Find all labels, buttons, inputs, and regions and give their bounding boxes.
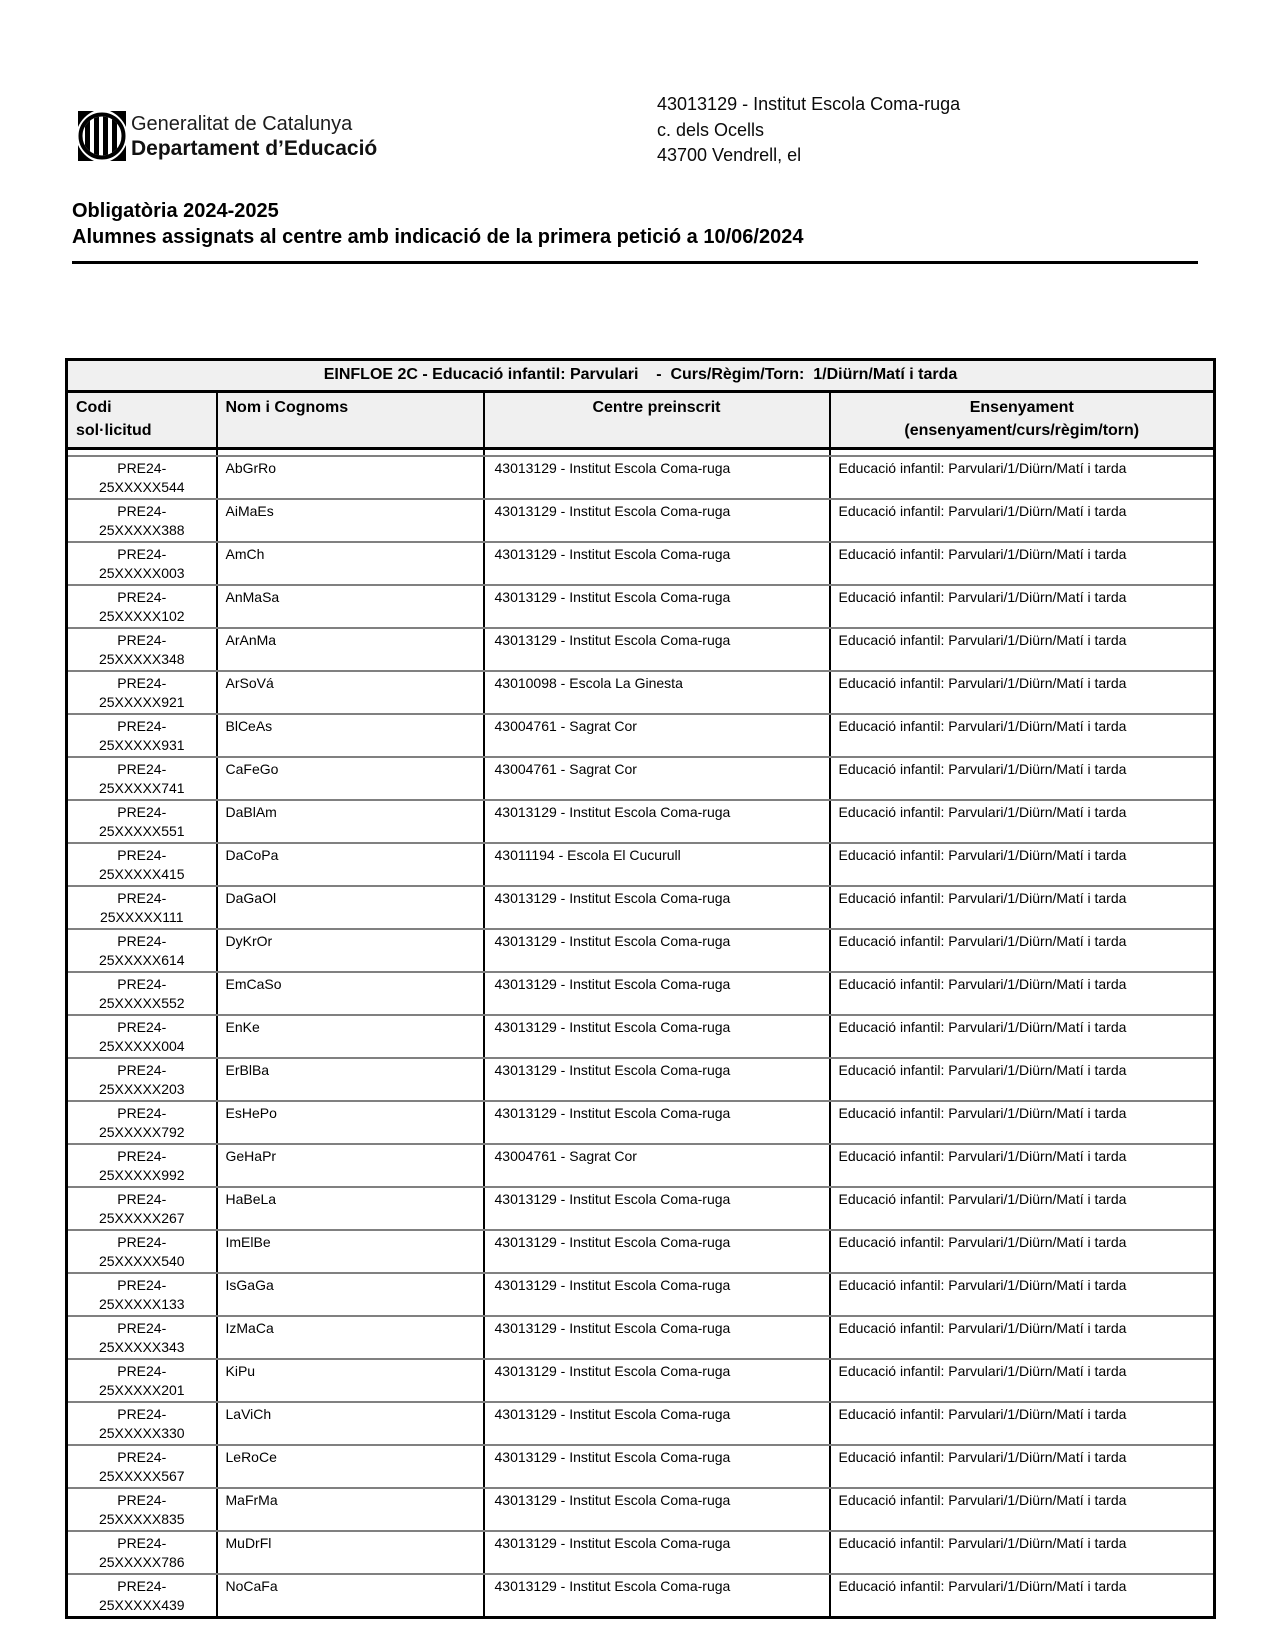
codi-cell: [67, 1488, 217, 1531]
codi-line1: PRE24-: [117, 804, 167, 820]
centre-cell: 43013129 - Institut Escola Coma-ruga: [484, 628, 830, 671]
header-gap-row: [67, 449, 1215, 457]
codi-line1: PRE24-: [117, 1019, 167, 1035]
codi-cell: [67, 1531, 217, 1574]
codi-cell: [67, 456, 217, 499]
centre-cell: 43013129 - Institut Escola Coma-ruga: [484, 542, 830, 585]
codi-cell: [67, 1015, 217, 1058]
table-row: [67, 671, 1215, 714]
centre-cell: 43013129 - Institut Escola Coma-ruga: [484, 1316, 830, 1359]
nom-cell: LaViCh: [217, 1402, 484, 1445]
title-underline: [72, 261, 1198, 264]
codi-cell: [67, 1402, 217, 1445]
codi-line2: 25XXXXX343: [98, 1339, 185, 1355]
codi-line1: PRE24-: [117, 933, 167, 949]
nom-cell: AiMaEs: [217, 499, 484, 542]
codi-line1: PRE24-: [117, 1191, 167, 1207]
codi-line2: 25XXXXX201: [98, 1382, 185, 1398]
table-row: [67, 972, 1215, 1015]
centre-cell: 43013129 - Institut Escola Coma-ruga: [484, 1445, 830, 1488]
generalitat-logo-icon: [77, 110, 127, 162]
centre-cell: 43013129 - Institut Escola Coma-ruga: [484, 1273, 830, 1316]
table-row: [67, 1531, 1215, 1574]
table-row: [67, 499, 1215, 542]
codi-line2: 25XXXXX330: [98, 1425, 185, 1441]
ensenyament-cell: Educació infantil: Parvulari/1/Diürn/Matí i tarda: [830, 1101, 1215, 1144]
column-header-codi: Codi sol·licitud: [67, 392, 217, 449]
codi-cell: [67, 972, 217, 1015]
codi-line2: 25XXXXX551: [98, 823, 185, 839]
nom-cell: DaCoPa: [217, 843, 484, 886]
table-row: [67, 542, 1215, 585]
centre-cell: 43013129 - Institut Escola Coma-ruga: [484, 1015, 830, 1058]
codi-cell: [67, 542, 217, 585]
centre-cell: 43011194 - Escola El Cucurull: [484, 843, 830, 886]
nom-cell: ArSoVá: [217, 671, 484, 714]
centre-cell: 43004761 - Sagrat Cor: [484, 714, 830, 757]
ensenyament-cell: Educació infantil: Parvulari/1/Diürn/Matí i tarda: [830, 1445, 1215, 1488]
codi-cell: [67, 714, 217, 757]
group-header-row: [67, 360, 1215, 392]
codi-line1: PRE24-: [117, 1578, 167, 1594]
codi-line1: PRE24-: [117, 718, 167, 734]
table-row: [67, 456, 1215, 499]
ensenyament-cell: Educació infantil: Parvulari/1/Diürn/Matí i tarda: [830, 1574, 1215, 1618]
centre-cell: 43013129 - Institut Escola Coma-ruga: [484, 1359, 830, 1402]
nom-cell: ErBlBa: [217, 1058, 484, 1101]
nom-cell: ArAnMa: [217, 628, 484, 671]
codi-cell: [67, 929, 217, 972]
codi-line2: 25XXXXX614: [98, 952, 185, 968]
ensenyament-cell: Educació infantil: Parvulari/1/Diürn/Matí i tarda: [830, 1402, 1215, 1445]
codi-line1: PRE24-: [117, 1363, 167, 1379]
codi-line2: 25XXXXX439: [98, 1597, 185, 1613]
codi-line2: 25XXXXX111: [99, 909, 184, 925]
ensenyament-cell: Educació infantil: Parvulari/1/Diürn/Matí i tarda: [830, 671, 1215, 714]
centre-cell: 43013129 - Institut Escola Coma-ruga: [484, 929, 830, 972]
ensenyament-cell: Educació infantil: Parvulari/1/Diürn/Matí i tarda: [830, 1058, 1215, 1101]
nom-cell: IzMaCa: [217, 1316, 484, 1359]
ensenyament-cell: Educació infantil: Parvulari/1/Diürn/Matí i tarda: [830, 1144, 1215, 1187]
codi-cell: [67, 499, 217, 542]
codi-line2: 25XXXXX102: [98, 608, 185, 624]
codi-line1: PRE24-: [117, 1535, 167, 1551]
centre-cell: 43013129 - Institut Escola Coma-ruga: [484, 1187, 830, 1230]
table-row: [67, 1230, 1215, 1273]
org-name: Generalitat de Catalunya: [131, 113, 353, 135]
centre-cell: 43013129 - Institut Escola Coma-ruga: [484, 972, 830, 1015]
table-row: [67, 757, 1215, 800]
nom-cell: MaFrMa: [217, 1488, 484, 1531]
codi-cell: [67, 1359, 217, 1402]
codi-line2: 25XXXXX348: [98, 651, 185, 667]
nom-cell: AnMaSa: [217, 585, 484, 628]
ensenyament-cell: Educació infantil: Parvulari/1/Diürn/Matí i tarda: [830, 1359, 1215, 1402]
centre-cell: 43004761 - Sagrat Cor: [484, 1144, 830, 1187]
doc-title-line1: Obligatòria 2024-2025: [72, 200, 279, 222]
codi-cell: [67, 1101, 217, 1144]
codi-line1: PRE24-: [117, 1148, 167, 1164]
codi-line2: 25XXXXX415: [98, 866, 185, 882]
codi-line1: PRE24-: [117, 1320, 167, 1336]
table-row: [67, 1273, 1215, 1316]
codi-cell: [67, 1144, 217, 1187]
table-row: [67, 1359, 1215, 1402]
codi-line1: PRE24-: [117, 890, 167, 906]
ensenyament-cell: Educació infantil: Parvulari/1/Diürn/Matí i tarda: [830, 843, 1215, 886]
codi-line1: PRE24-: [117, 1449, 167, 1465]
table-row: [67, 585, 1215, 628]
centre-cell: 43010098 - Escola La Ginesta: [484, 671, 830, 714]
ensenyament-cell: Educació infantil: Parvulari/1/Diürn/Matí i tarda: [830, 800, 1215, 843]
column-header-nom: Nom i Cognoms: [217, 392, 484, 449]
codi-cell: [67, 1574, 217, 1618]
table-row: [67, 929, 1215, 972]
ensenyament-cell: Educació infantil: Parvulari/1/Diürn/Matí i tarda: [830, 585, 1215, 628]
table-row: [67, 886, 1215, 929]
codi-cell: [67, 886, 217, 929]
codi-line2: 25XXXXX921: [98, 694, 185, 710]
ensenyament-cell: Educació infantil: Parvulari/1/Diürn/Matí i tarda: [830, 499, 1215, 542]
codi-line2: 25XXXXX133: [98, 1296, 185, 1312]
table-row: [67, 1488, 1215, 1531]
codi-cell: [67, 585, 217, 628]
codi-line2: 25XXXXX004: [98, 1038, 185, 1054]
nom-cell: AbGrRo: [217, 456, 484, 499]
codi-line2: 25XXXXX388: [98, 522, 185, 538]
doc-title-block: [72, 198, 803, 250]
centre-cell: 43013129 - Institut Escola Coma-ruga: [484, 800, 830, 843]
codi-cell: [67, 757, 217, 800]
codi-line2: 25XXXXX786: [98, 1554, 185, 1570]
centre-cell: 43013129 - Institut Escola Coma-ruga: [484, 1101, 830, 1144]
codi-line2: 25XXXXX931: [98, 737, 185, 753]
codi-line1: PRE24-: [117, 1105, 167, 1121]
column-header-ensenyament: Ensenyament (ensenyament/curs/règim/torn): [830, 392, 1215, 449]
codi-line1: PRE24-: [117, 1406, 167, 1422]
table-row: [67, 800, 1215, 843]
nom-cell: GeHaPr: [217, 1144, 484, 1187]
centre-cell: 43013129 - Institut Escola Coma-ruga: [484, 1230, 830, 1273]
school-street: c. dels Ocells: [657, 119, 765, 140]
codi-line2: 25XXXXX544: [98, 479, 185, 495]
table-row: [67, 1402, 1215, 1445]
table-row: [67, 628, 1215, 671]
centre-cell: 43013129 - Institut Escola Coma-ruga: [484, 456, 830, 499]
ensenyament-cell: Educació infantil: Parvulari/1/Diürn/Matí i tarda: [830, 1273, 1215, 1316]
codi-line1: PRE24-: [117, 589, 167, 605]
table-row: [67, 1316, 1215, 1359]
table-row: [67, 843, 1215, 886]
nom-cell: LeRoCe: [217, 1445, 484, 1488]
table-body: [67, 456, 1215, 1618]
nom-cell: HaBeLa: [217, 1187, 484, 1230]
nom-cell: AmCh: [217, 542, 484, 585]
nom-cell: IsGaGa: [217, 1273, 484, 1316]
codi-cell: [67, 1316, 217, 1359]
ensenyament-cell: Educació infantil: Parvulari/1/Diürn/Matí i tarda: [830, 1488, 1215, 1531]
centre-cell: 43013129 - Institut Escola Coma-ruga: [484, 499, 830, 542]
codi-line2: 25XXXXX835: [98, 1511, 185, 1527]
codi-line1: PRE24-: [117, 675, 167, 691]
codi-line2: 25XXXXX792: [98, 1124, 185, 1140]
centre-cell: 43013129 - Institut Escola Coma-ruga: [484, 886, 830, 929]
nom-cell: BlCeAs: [217, 714, 484, 757]
nom-cell: EnKe: [217, 1015, 484, 1058]
codi-line1: PRE24-: [117, 1234, 167, 1250]
table-row: [67, 1058, 1215, 1101]
nom-cell: ImElBe: [217, 1230, 484, 1273]
codi-cell: [67, 1273, 217, 1316]
ensenyament-cell: Educació infantil: Parvulari/1/Diürn/Matí i tarda: [830, 972, 1215, 1015]
codi-line1: PRE24-: [117, 546, 167, 562]
ensenyament-cell: Educació infantil: Parvulari/1/Diürn/Matí i tarda: [830, 929, 1215, 972]
codi-line1: PRE24-: [117, 1277, 167, 1293]
centre-cell: 43013129 - Institut Escola Coma-ruga: [484, 1488, 830, 1531]
codi-cell: [67, 671, 217, 714]
centre-cell: 43013129 - Institut Escola Coma-ruga: [484, 1531, 830, 1574]
codi-line2: 25XXXXX003: [98, 565, 185, 581]
ensenyament-cell: Educació infantil: Parvulari/1/Diürn/Matí i tarda: [830, 456, 1215, 499]
nom-cell: EsHePo: [217, 1101, 484, 1144]
school-code-name: 43013129 - Institut Escola Coma-ruga: [657, 94, 961, 114]
codi-line2: 25XXXXX203: [98, 1081, 185, 1097]
codi-line2: 25XXXXX267: [98, 1210, 185, 1226]
table-row: [67, 1445, 1215, 1488]
table-row: [67, 1144, 1215, 1187]
nom-cell: CaFeGo: [217, 757, 484, 800]
school-address-block: [657, 92, 960, 169]
codi-line1: PRE24-: [117, 460, 167, 476]
assignments-table: [65, 358, 1216, 1619]
org-block: [131, 112, 377, 161]
ensenyament-cell: Educació infantil: Parvulari/1/Diürn/Matí i tarda: [830, 1316, 1215, 1359]
table-row: [67, 1187, 1215, 1230]
codi-cell: [67, 1445, 217, 1488]
codi-cell: [67, 843, 217, 886]
codi-line1: PRE24-: [117, 761, 167, 777]
centre-cell: 43013129 - Institut Escola Coma-ruga: [484, 585, 830, 628]
codi-line2: 25XXXXX741: [98, 780, 185, 796]
codi-line1: PRE24-: [117, 847, 167, 863]
codi-line1: PRE24-: [117, 976, 167, 992]
table-row: [67, 1101, 1215, 1144]
codi-cell: [67, 800, 217, 843]
nom-cell: DyKrOr: [217, 929, 484, 972]
codi-cell: [67, 628, 217, 671]
centre-cell: 43013129 - Institut Escola Coma-ruga: [484, 1574, 830, 1618]
nom-cell: KiPu: [217, 1359, 484, 1402]
codi-line2: 25XXXXX992: [98, 1167, 185, 1183]
centre-cell: 43013129 - Institut Escola Coma-ruga: [484, 1058, 830, 1101]
centre-cell: 43013129 - Institut Escola Coma-ruga: [484, 1402, 830, 1445]
table-row: [67, 1015, 1215, 1058]
ensenyament-cell: Educació infantil: Parvulari/1/Diürn/Matí i tarda: [830, 1015, 1215, 1058]
codi-cell: [67, 1058, 217, 1101]
nom-cell: MuDrFl: [217, 1531, 484, 1574]
ensenyament-cell: Educació infantil: Parvulari/1/Diürn/Matí i tarda: [830, 714, 1215, 757]
department-name: Departament d’Educació: [131, 137, 378, 160]
codi-line1: PRE24-: [117, 503, 167, 519]
table-row: [67, 1574, 1215, 1618]
codi-cell: [67, 1187, 217, 1230]
nom-cell: DaGaOl: [217, 886, 484, 929]
ensenyament-cell: Educació infantil: Parvulari/1/Diürn/Matí i tarda: [830, 757, 1215, 800]
nom-cell: DaBlAm: [217, 800, 484, 843]
ensenyament-cell: Educació infantil: Parvulari/1/Diürn/Matí i tarda: [830, 886, 1215, 929]
codi-line2: 25XXXXX540: [98, 1253, 185, 1269]
ensenyament-cell: Educació infantil: Parvulari/1/Diürn/Matí i tarda: [830, 1187, 1215, 1230]
nom-cell: NoCaFa: [217, 1574, 484, 1618]
codi-line1: PRE24-: [117, 1492, 167, 1508]
codi-line1: PRE24-: [117, 1062, 167, 1078]
nom-cell: EmCaSo: [217, 972, 484, 1015]
ensenyament-cell: Educació infantil: Parvulari/1/Diürn/Matí i tarda: [830, 1230, 1215, 1273]
codi-line2: 25XXXXX567: [98, 1468, 185, 1484]
doc-title-line2: Alumnes assignats al centre amb indicació de la primera petició a 10/06/2024: [72, 226, 804, 248]
school-city: 43700 Vendrell, el: [657, 145, 802, 165]
ensenyament-cell: Educació infantil: Parvulari/1/Diürn/Matí i tarda: [830, 1531, 1215, 1574]
group-header: EINFLOE 2C - Educació infantil: Parvulari - Curs/Règim/Torn: 1/Diürn/Matí i tarda: [67, 360, 1215, 392]
codi-cell: [67, 1230, 217, 1273]
codi-line1: PRE24-: [117, 632, 167, 648]
column-header-row: [67, 392, 1215, 449]
ensenyament-cell: Educació infantil: Parvulari/1/Diürn/Matí i tarda: [830, 628, 1215, 671]
centre-cell: 43004761 - Sagrat Cor: [484, 757, 830, 800]
codi-line2: 25XXXXX552: [98, 995, 185, 1011]
table-row: [67, 714, 1215, 757]
ensenyament-cell: Educació infantil: Parvulari/1/Diürn/Matí i tarda: [830, 542, 1215, 585]
column-header-centre: Centre preinscrit: [484, 392, 830, 449]
